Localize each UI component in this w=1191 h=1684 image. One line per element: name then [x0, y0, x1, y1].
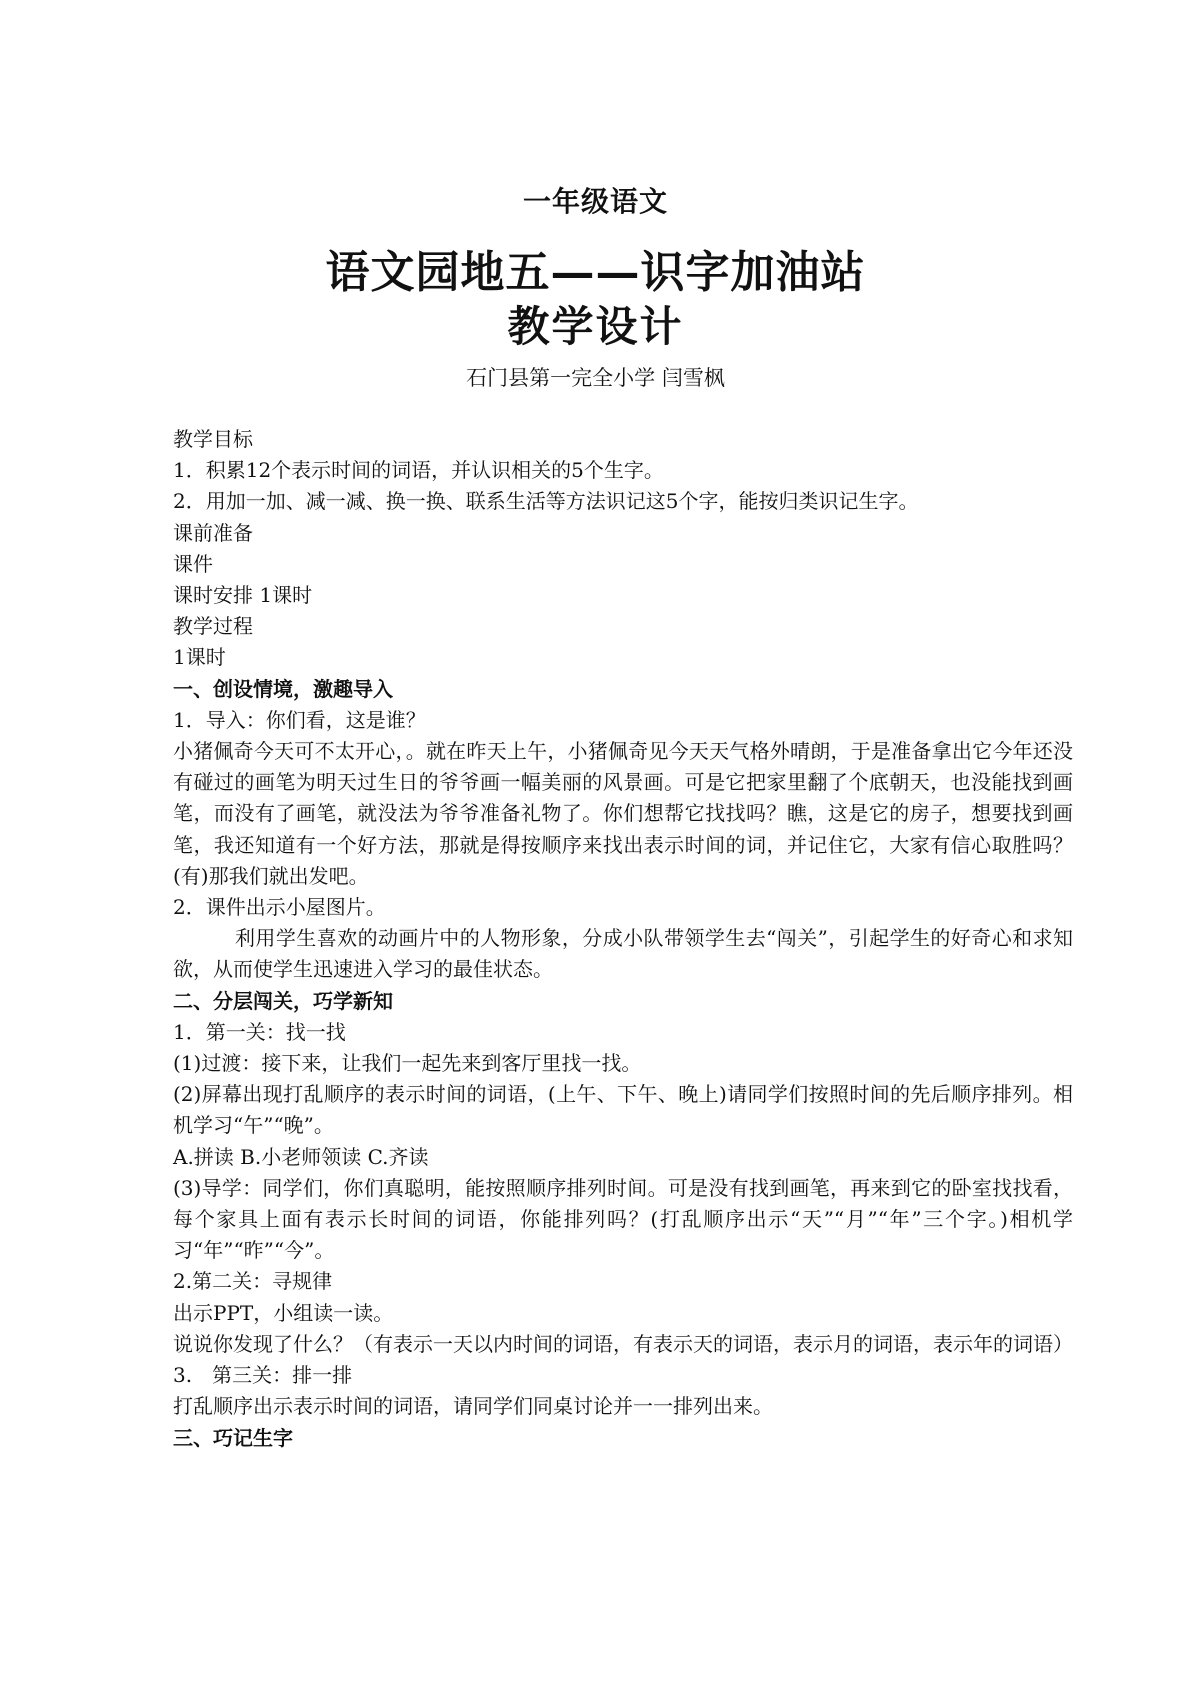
prep-item: 课件 [173, 551, 213, 576]
author-line: 石门县第一完全小学 闫雪枫 [466, 366, 725, 390]
document-body [173, 424, 1073, 1454]
section-2-step-2: (2)屏幕出现打乱顺序的表示时间的词语，(上午、下午、晚上)请同学们按照时间的先后顺序排列。相机学习“午”“晚”。 [173, 1082, 1073, 1138]
section-1-story: 小猪佩奇今天可不太开心，。就在昨天上午，小猪佩奇见今天天气格外晴朗，于是准备拿出它今年还没有碰过的画笔为明天过生日的爷爷画一幅美丽的风景画。可是它把家里翻了个底朝天，也没能找到画笔，而没有了画笔，就没法为爷爷准备礼物了。你们想帮它找找吗？瞧，这是它的房子，想要找到画笔，我还知道有一个好方法，那就是得按顺序来找出表示时间的词，并记住它，大家有信心取胜吗？(有)那我们就出发吧。 [173, 739, 1073, 888]
section-2-read-methods: A.拼读 B.小老师领读 C.齐读 [173, 1144, 429, 1169]
section-heading-2: 二、分层闯关，巧学新知 [173, 988, 393, 1013]
goal-heading: 教学目标 [173, 427, 253, 451]
prep-heading: 课前准备 [173, 520, 253, 545]
section-2-item-3: 3. 第三关：排一排 [173, 1363, 353, 1388]
goal-item-2: 2．用加一加、减一减、换一换、联系生活等方法识记这5个字，能按归类识记生字。 [173, 489, 919, 514]
section-2-ppt: 出示PPT，小组读一读。 [173, 1300, 394, 1325]
section-1-note: 利用学生喜欢的动画片中的人物形象，分成小队带领学生去“闯关”，引起学生的好奇心和求知欲，从而使学生迅速进入学习的最佳状态。 [173, 926, 1073, 982]
section-2-step-3: (3)导学：同学们，你们真聪明，能按照顺序排列时间。可是没有找到画笔，再来到它的卧室找找看，每个家具上面有表示长时间的词语，你能排列吗？(打乱顺序出示“天”“月”“年”三个字。)相机学习“年”“昨”“今”。 [173, 1175, 1073, 1263]
goal-item-1: 1．积累12个表示时间的词语，并认识相关的5个生字。 [173, 458, 664, 483]
section-2-item-2: 2.第二关：寻规律 [173, 1269, 333, 1294]
section-2-step-1: (1)过渡：接下来，让我们一起先来到客厅里找一找。 [173, 1051, 642, 1076]
process-heading: 教学过程 [173, 614, 253, 639]
section-heading-3: 三、巧记生字 [173, 1425, 293, 1450]
section-2-item-1: 1．第一关：找一找 [173, 1019, 346, 1044]
main-title-second-line: 教学设计 [507, 302, 684, 351]
schedule-line: 课时安排 1课时 [173, 583, 313, 608]
section-1-item-1: 1．导入：你们看，这是谁？ [173, 707, 426, 732]
section-1-item-2: 2．课件出示小屋图片。 [173, 895, 386, 920]
section-heading-1: 一、创设情境，激趣导入 [173, 676, 393, 701]
section-2-arrange: 打乱顺序出示表示时间的词语，请同学们同桌讨论并一一排列出来。 [173, 1394, 773, 1419]
main-title: 语文园地五——识字加油站 [325, 247, 866, 298]
section-2-discover: 说说你发现了什么？（有表示一天以内时间的词语，有表示天的词语，表示月的词语，表示年的词语） [173, 1331, 1073, 1356]
lesson-line: 1课时 [173, 645, 226, 670]
subject-title: 一年级语文 [522, 185, 668, 218]
